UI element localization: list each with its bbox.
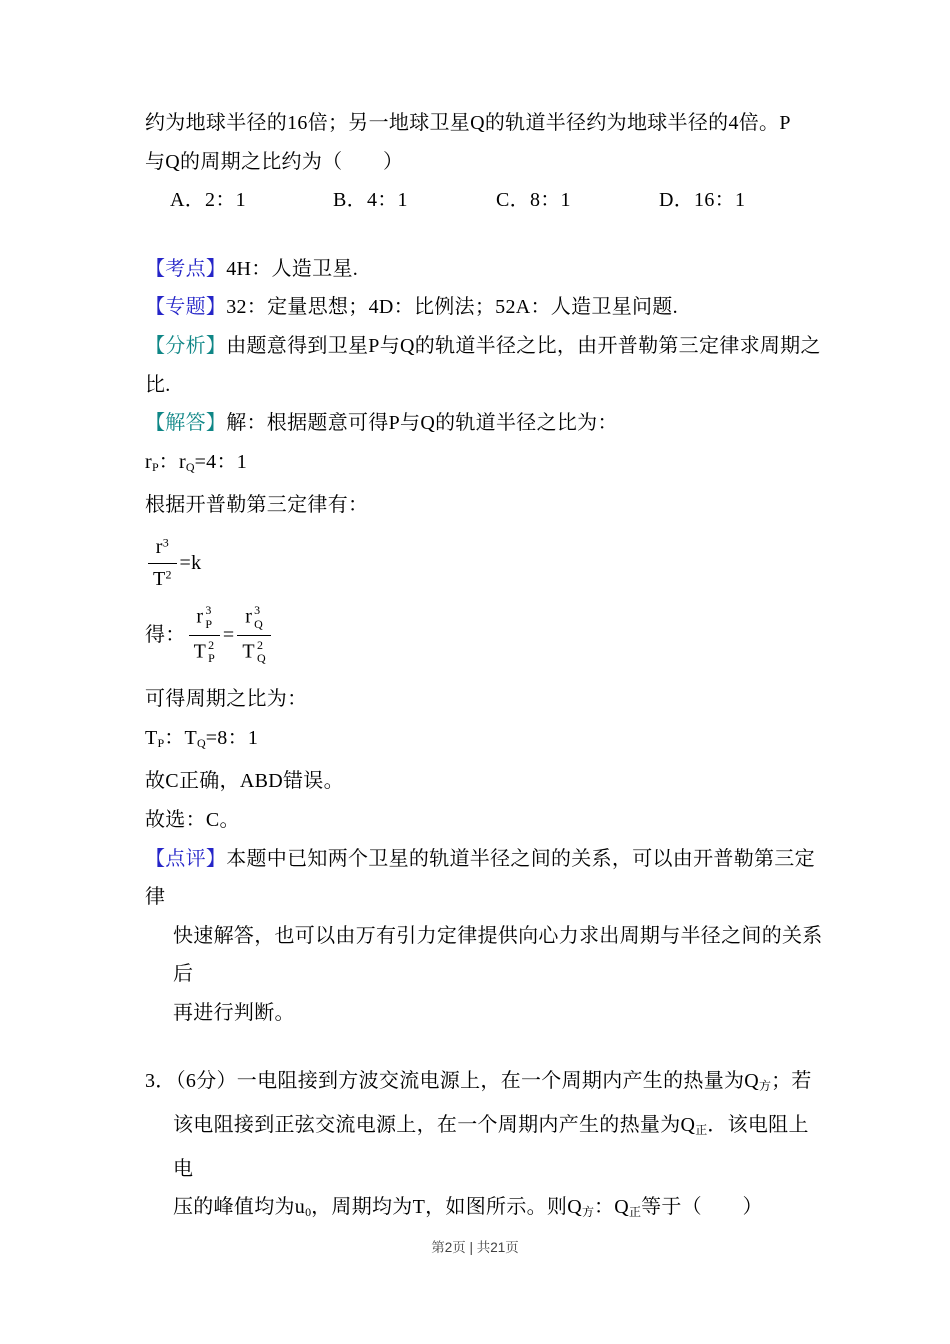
fraction-denominator bbox=[237, 636, 270, 667]
text-run: 该电阻接到正弦交流电源上，在一个周期内产生的热量为Q bbox=[173, 1114, 696, 1137]
text-run: 再进行判断。 bbox=[173, 1001, 295, 1024]
text-run: 32：定量思想；4D：比例法；52A：人造卫星问题. bbox=[226, 296, 678, 319]
period-ratio-intro-line bbox=[145, 680, 825, 719]
superscript-text: 3 bbox=[162, 535, 169, 550]
section-tag: 【解答】 bbox=[145, 412, 227, 435]
subscript-text: 0 bbox=[305, 1205, 312, 1220]
kepler-intro-line bbox=[145, 486, 825, 525]
text-run: 等于（ ） bbox=[641, 1196, 763, 1219]
fraction-denominator bbox=[148, 564, 177, 592]
answer-choices bbox=[145, 181, 825, 220]
gap-after-choices bbox=[145, 220, 825, 250]
dianping-line-2 bbox=[145, 917, 825, 994]
subscript-text: 方 bbox=[581, 1205, 594, 1220]
fraction bbox=[148, 535, 177, 592]
subscript-text: Q bbox=[197, 735, 206, 750]
radius-ratio-line bbox=[145, 443, 825, 487]
conclusion-line-1 bbox=[145, 762, 825, 801]
choice-option: C．8：1 bbox=[496, 189, 571, 212]
choice-option: D．16：1 bbox=[659, 189, 746, 212]
text-run: 约为地球半径的16倍；另一地球卫星Q的轨道半径约为地球半径的4倍。P bbox=[145, 112, 791, 134]
fraction bbox=[237, 604, 270, 666]
question3-line-1 bbox=[145, 1062, 825, 1106]
choice-option: B．4：1 bbox=[333, 189, 408, 212]
tag-zhuanti-line bbox=[145, 288, 825, 327]
text-run: r bbox=[155, 535, 163, 558]
text-run: =4：1 bbox=[194, 450, 248, 473]
text-run: T bbox=[145, 726, 158, 749]
superscript-subscript: 2 P bbox=[208, 637, 215, 666]
question3-line-3 bbox=[145, 1188, 825, 1232]
document-body bbox=[145, 104, 825, 1232]
choice-option: A．2：1 bbox=[170, 189, 246, 212]
text-run: 由题意得到卫星P与Q的轨道半径之比，由开普勒第三定律求周期之比. bbox=[145, 334, 821, 396]
text-run: ：r bbox=[158, 450, 186, 473]
gap-before-question-3 bbox=[145, 1032, 825, 1062]
fraction-numerator bbox=[189, 604, 220, 636]
text-run: 快速解答，也可以由万有引力定律提供向心力求出周期与半径之间的关系后 bbox=[173, 924, 823, 986]
subscript-text: P bbox=[151, 459, 159, 474]
period-ratio-line bbox=[145, 719, 825, 763]
superscript-subscript: 3 Q bbox=[254, 602, 263, 631]
tag-fenxi-line bbox=[145, 327, 825, 404]
ratio-equation bbox=[145, 604, 825, 666]
question3-line-2 bbox=[145, 1106, 825, 1188]
text-run: 得： bbox=[145, 623, 186, 646]
text-run: ：Q bbox=[594, 1196, 630, 1219]
dianping-line-3 bbox=[145, 994, 825, 1033]
text-run: 故C正确，ABD错误。 bbox=[145, 770, 344, 793]
text-run: =k bbox=[179, 551, 202, 574]
subscript-text: 正 bbox=[629, 1205, 642, 1220]
section-tag: 【分析】 bbox=[145, 334, 227, 357]
text-run: T bbox=[153, 567, 166, 590]
fraction-numerator bbox=[148, 535, 177, 564]
tag-jieda-line bbox=[145, 404, 825, 443]
subscript-text: P bbox=[157, 735, 165, 750]
text-run: T bbox=[242, 639, 255, 662]
text-run: =8：1 bbox=[205, 726, 259, 749]
page-footer bbox=[0, 1236, 950, 1256]
stem-line-2 bbox=[145, 143, 825, 182]
stem-line-1 bbox=[145, 104, 825, 143]
superscript-text: 2 bbox=[165, 567, 172, 582]
section-tag: 【专题】 bbox=[145, 296, 227, 319]
section-tag: 【点评】 bbox=[145, 847, 227, 870]
text-run: r bbox=[196, 605, 204, 628]
text-run: = bbox=[222, 623, 235, 646]
text-run: ．该电阻上电 bbox=[173, 1114, 809, 1180]
superscript-subscript: 2 Q bbox=[256, 637, 266, 666]
page-number-text: 第2页 | 共21页 bbox=[431, 1240, 519, 1255]
fraction-denominator bbox=[189, 636, 220, 667]
section-tag: 【考点】 bbox=[145, 257, 227, 280]
text-run: r bbox=[245, 605, 253, 628]
text-run: 可得周期之比为： bbox=[145, 688, 308, 711]
kepler-law-equation bbox=[145, 535, 825, 592]
text-run: 4H：人造卫星. bbox=[226, 257, 359, 280]
text-run: 压的峰值均为u bbox=[173, 1196, 306, 1219]
text-run: 本题中已知两个卫星的轨道半径之间的关系，可以由开普勒第三定律 bbox=[145, 847, 815, 909]
superscript-subscript: 3 P bbox=[205, 602, 213, 631]
fraction bbox=[189, 604, 220, 666]
text-run: T bbox=[193, 639, 207, 662]
text-run: 与Q的周期之比约为（ ） bbox=[145, 150, 404, 173]
text-run: ：T bbox=[164, 726, 198, 749]
text-run: ；若 bbox=[771, 1070, 812, 1093]
text-run: ，周期均为T，如图所示。则Q bbox=[311, 1196, 582, 1219]
text-run: r bbox=[145, 450, 152, 473]
text-run: 3．（6分）一电阻接到方波交流电源上，在一个周期内产生的热量为Q bbox=[145, 1070, 760, 1093]
text-run: 解：根据题意可得P与Q的轨道半径之比为： bbox=[226, 412, 618, 435]
subscript-text: 方 bbox=[759, 1079, 772, 1094]
conclusion-line-2 bbox=[145, 801, 825, 840]
tag-dianping-line bbox=[145, 840, 825, 917]
text-run: 故选：C。 bbox=[145, 808, 240, 831]
fraction-numerator bbox=[237, 604, 270, 636]
text-run: 根据开普勒第三定律有： bbox=[145, 494, 369, 517]
subscript-text: Q bbox=[185, 459, 195, 474]
subscript-text: 正 bbox=[695, 1123, 708, 1138]
tag-kaodian-line bbox=[145, 250, 825, 289]
